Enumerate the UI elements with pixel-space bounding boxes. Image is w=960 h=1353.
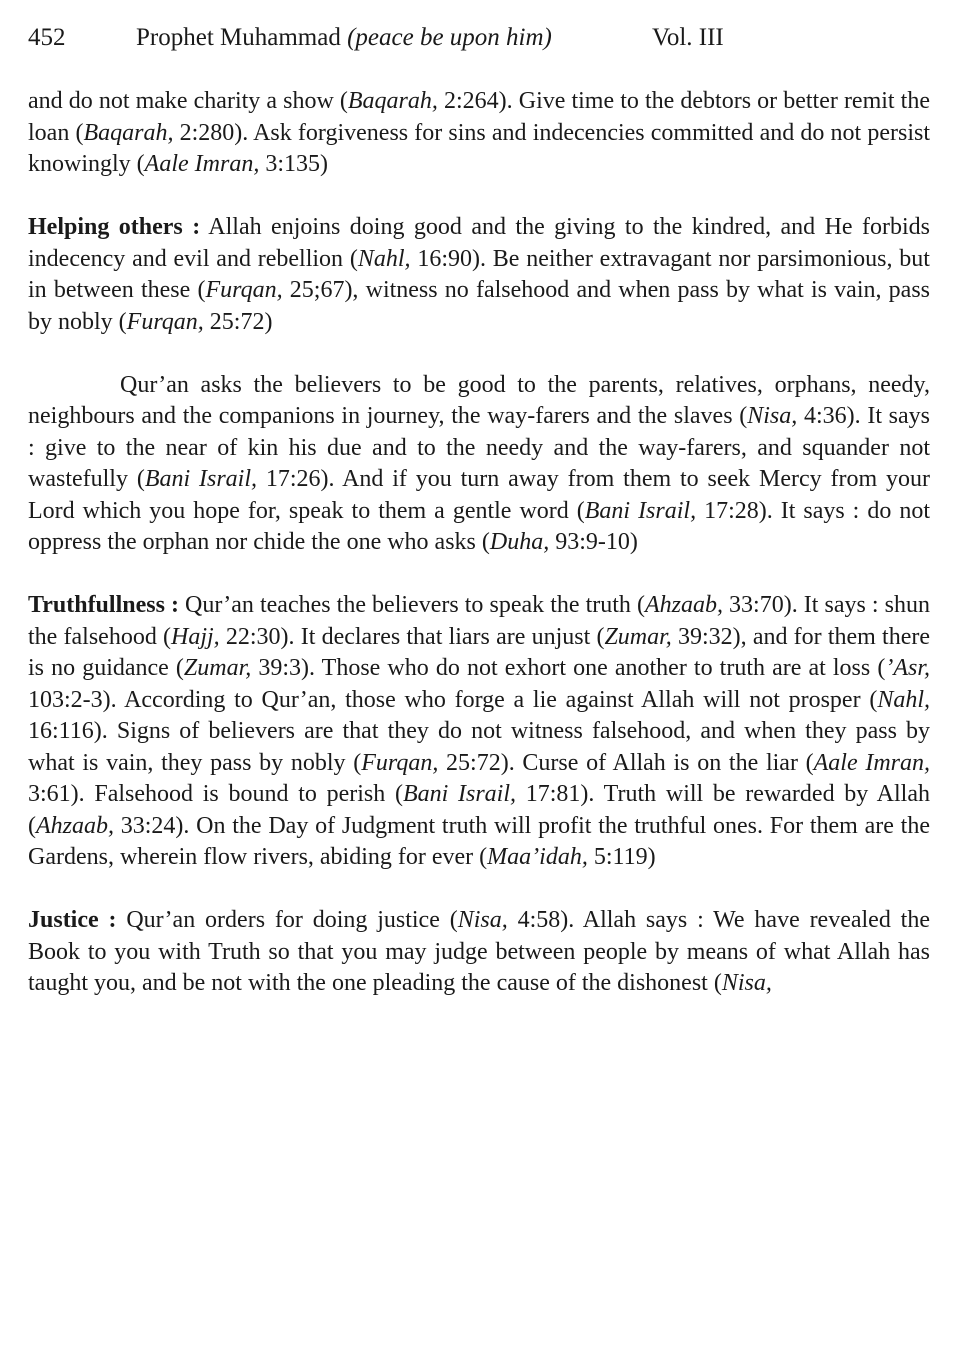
text-run: 25:72). Curse of Allah is on the liar ( (438, 749, 814, 776)
section-heading: Helping others : (28, 214, 201, 240)
text-run: 4:58). Allah says : We have revealed the Book to you with Truth so that you may judge between people by means of what Allah has taught you, and be not with the one pleading the cause of the dishonest ( (28, 907, 931, 996)
citation-source: Baqarah, (83, 119, 174, 146)
text-run: 33:24). On the Day of Judgment truth will profit the truthful ones. For them are the Gardens, wherein flow rivers, abiding for ever ( (28, 812, 930, 870)
text-run: 25:72) (203, 308, 273, 335)
citation-source: Ahzaab, (644, 592, 723, 618)
citation-source: Bani Israil, (584, 497, 697, 524)
citation-source: Furqan, (126, 308, 204, 335)
paragraph (28, 370, 930, 559)
text-run: 16:90). Be neither extravagant nor parsimonious, but in between these ( (28, 245, 930, 303)
citation-source: Furqan, (205, 277, 283, 303)
citation-source: Aale Imran, (813, 749, 930, 776)
text-run: 33:70). It says : shun the falsehood ( (28, 592, 930, 650)
text-run: 17:26). And if you turn away from them to seek Mercy from your Lord which you hope for, speak to them a gentle word ( (28, 466, 931, 524)
text-run: 16:116). Signs of believers are that they do not witness falsehood, and when they pass by what is vain, they pass by nobly ( (28, 718, 930, 776)
citation-source: Nahl, (357, 245, 411, 272)
citation-source: Zumar, (183, 655, 252, 681)
text-run: Qur’an asks the believers to be good to the parents, relatives, orphans, needy, neighbours and the companions in journey, the way-farers and the slaves ( (28, 371, 930, 429)
citation-source: Zumar, (604, 623, 672, 650)
citation-source: Maa’idah, (487, 844, 588, 870)
citation-source: Nisa, (721, 970, 772, 996)
text-run: 2:280). Ask forgiveness for sins and indecencies committed and do not persist knowingly ( (28, 119, 931, 177)
citation-source: Hajj, (171, 623, 220, 650)
book-title (136, 18, 552, 58)
text-run: Allah enjoins doing good and the giving to the kindred, and He forbids indecency and evil and rebellion ( (28, 214, 930, 272)
text-run: 3:135) (259, 151, 328, 177)
text-run: 22:30). It declares that liars are unjust ( (219, 623, 605, 650)
citation-source: Aale Imran, (144, 151, 260, 177)
section-heading: Justice : (28, 907, 117, 933)
paragraph (28, 212, 930, 338)
text-run: 17:81). Truth will be rewarded by Allah ( (28, 781, 931, 839)
book-title-main: Prophet Muhammad (136, 24, 341, 51)
page-body (28, 86, 930, 1000)
paragraph (28, 86, 930, 181)
citation-source: Nisa, (747, 403, 798, 429)
text-run: 4:36). It says : give to the near of kin his due and to the needy and the way-farers, and squander not wastefully ( (28, 403, 931, 492)
book-title-subtitle: (peace be upon him) (347, 24, 552, 51)
text-run: 2:264). Give time to the debtors or better remit the loan ( (28, 88, 931, 146)
text-run: 5:119) (587, 844, 656, 870)
text-run: 39:32), and for them there is no guidance ( (28, 623, 931, 681)
section-heading: Truthfullness : (28, 592, 179, 618)
paragraph (28, 905, 930, 1000)
citation-source: Nahl, (877, 686, 930, 713)
text-run: Qur’an teaches the believers to speak the truth ( (178, 592, 645, 618)
citation-source: Furqan, (361, 749, 439, 776)
citation-source: Bani Israil, (402, 781, 517, 807)
citation-source: ’Asr, (885, 655, 930, 681)
citation-source: Baqarah, (347, 88, 438, 114)
paragraph (28, 590, 930, 874)
page-number: 452 (28, 24, 66, 51)
volume-label: Vol. III (652, 24, 724, 51)
citation-source: Duha, (489, 529, 550, 555)
page-header (28, 18, 930, 58)
text-run: 17:28). It says : do not oppress the orphan nor chide the one who asks ( (28, 497, 930, 555)
text-run: 93:9-10) (549, 529, 638, 555)
text-run: 39:3). Those who do not exhort one another to truth are at loss ( (251, 655, 886, 681)
text-run: Qur’an orders for doing justice ( (116, 907, 458, 933)
citation-source: Ahzaab, (36, 812, 114, 839)
text-run: 103:2-3). According to Qur’an, those who forge a lie against Allah will not prosper ( (28, 686, 878, 713)
citation-source: Nisa, (457, 907, 508, 933)
document-page (28, 18, 930, 1000)
text-run: 3:61). Falsehood is bound to perish ( (28, 781, 403, 807)
citation-source: Bani Israil, (144, 466, 258, 492)
text-run: and do not make charity a show ( (28, 88, 348, 114)
text-run: 25;67), witness no falsehood and when pass by what is vain, pass by nobly ( (28, 277, 931, 335)
